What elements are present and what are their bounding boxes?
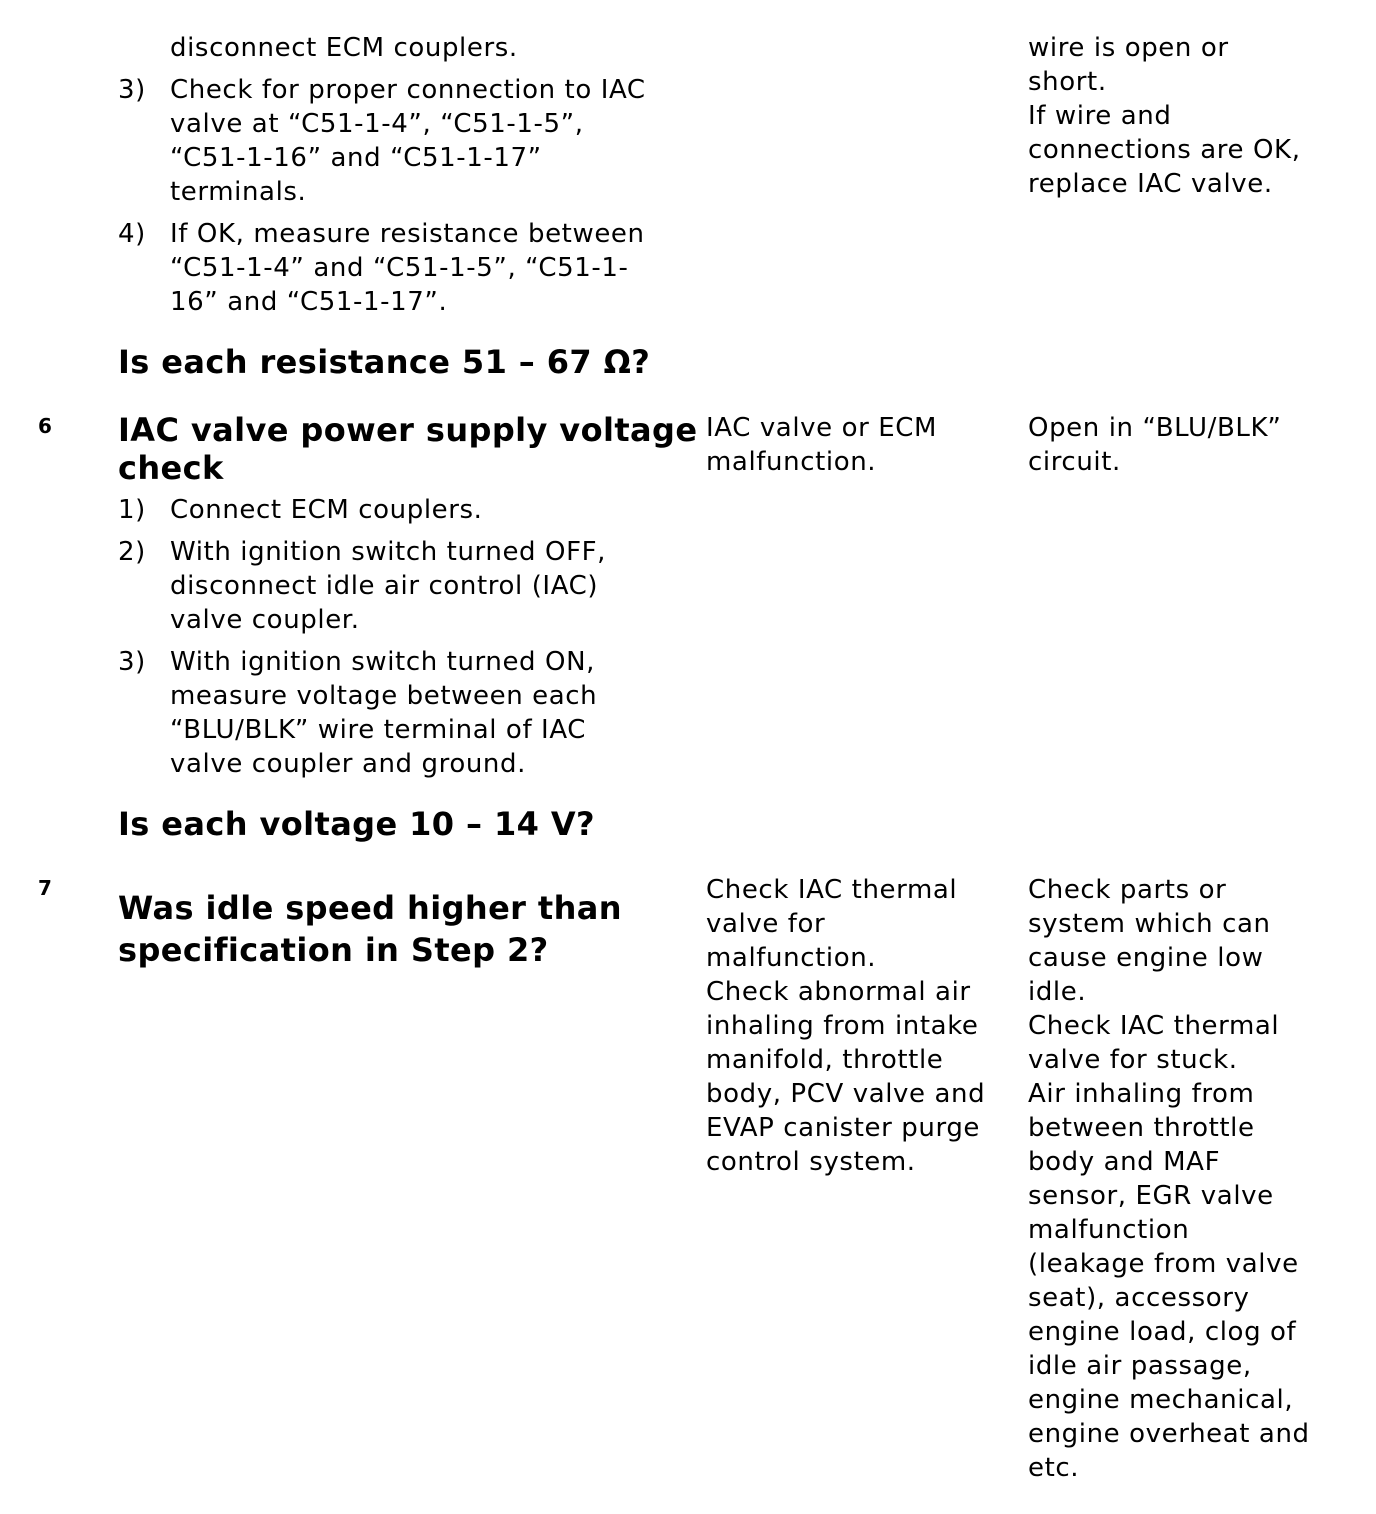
no-result-line: engine mechanical, [1028, 1385, 1294, 1415]
item-number: 3) [118, 647, 146, 677]
item-number: 4) [118, 219, 146, 249]
step-text-line: With ignition switch turned OFF, [170, 537, 607, 567]
no-result-line: idle air passage, [1028, 1351, 1252, 1381]
step-text-line: “BLU/BLK” wire terminal of IAC [170, 715, 587, 745]
item-number: 3) [118, 75, 146, 105]
step-text-line: valve coupler and ground. [170, 749, 526, 779]
yes-result-line: valve for [706, 909, 826, 939]
yes-result-line: Check abnormal air [706, 977, 971, 1007]
no-result-line: valve for stuck. [1028, 1045, 1238, 1075]
no-result-line: idle. [1028, 977, 1087, 1007]
item-number: 2) [118, 537, 146, 567]
step-title: check [118, 449, 224, 487]
step-number: 7 [38, 876, 52, 900]
yes-result-line: malfunction. [706, 447, 877, 477]
step-text-line: “C51-1-4” and “C51-1-5”, “C51-1- [170, 253, 629, 283]
no-result-line: body and MAF [1028, 1147, 1221, 1177]
no-result-line: engine overheat and [1028, 1419, 1310, 1449]
no-result-line: Check parts or [1028, 875, 1227, 905]
no-result-line: etc. [1028, 1453, 1080, 1483]
yes-result-line: EVAP canister purge [706, 1113, 981, 1143]
step-text-line: disconnect ECM couplers. [170, 33, 518, 63]
yes-result-line: IAC valve or ECM [706, 413, 938, 443]
step-title: specification in Step 2? [118, 931, 549, 969]
yes-result-line: control system. [706, 1147, 916, 1177]
no-result-line: If wire and [1028, 101, 1172, 131]
no-result-line: short. [1028, 67, 1107, 97]
step-text-line: With ignition switch turned ON, [170, 647, 595, 677]
step-question: Is each voltage 10 – 14 V? [118, 805, 595, 843]
step-number: 6 [38, 414, 52, 438]
no-result-line: Check IAC thermal [1028, 1011, 1280, 1041]
step-text-line: Check for proper connection to IAC [170, 75, 646, 105]
no-result-line: engine load, clog of [1028, 1317, 1297, 1347]
no-result-line: wire is open or [1028, 33, 1229, 63]
no-result-line: between throttle [1028, 1113, 1255, 1143]
no-result-line: system which can [1028, 909, 1271, 939]
no-result-line: sensor, EGR valve [1028, 1181, 1274, 1211]
no-result-line: (leakage from valve [1028, 1249, 1299, 1279]
no-result-line: Air inhaling from [1028, 1079, 1255, 1109]
step-title: IAC valve power supply voltage [118, 411, 698, 449]
no-result-line: connections are OK, [1028, 135, 1301, 165]
step-text-line: If OK, measure resistance between [170, 219, 645, 249]
step-text-line: valve coupler. [170, 605, 360, 635]
step-text-line: 16” and “C51-1-17”. [170, 287, 448, 317]
step-question: Is each resistance 51 – 67 Ω? [118, 343, 651, 381]
step-text-line: “C51-1-16” and “C51-1-17” [170, 143, 542, 173]
yes-result-line: manifold, throttle [706, 1045, 944, 1075]
no-result-line: seat), accessory [1028, 1283, 1250, 1313]
step-text-line: terminals. [170, 177, 307, 207]
step-text-line: measure voltage between each [170, 681, 598, 711]
yes-result-line: malfunction. [706, 943, 877, 973]
step-text-line: Connect ECM couplers. [170, 495, 483, 525]
yes-result-line: Check IAC thermal [706, 875, 958, 905]
no-result-line: cause engine low [1028, 943, 1264, 973]
yes-result-line: inhaling from intake [706, 1011, 979, 1041]
step-text-line: disconnect idle air control (IAC) [170, 571, 599, 601]
item-number: 1) [118, 495, 146, 525]
no-result-line: malfunction [1028, 1215, 1190, 1245]
no-result-line: replace IAC valve. [1028, 169, 1273, 199]
yes-result-line: body, PCV valve and [706, 1079, 986, 1109]
step-text-line: valve at “C51-1-4”, “C51-1-5”, [170, 109, 584, 139]
step-title: Was idle speed higher than [118, 889, 622, 927]
no-result-line: circuit. [1028, 447, 1121, 477]
no-result-line: Open in “BLU/BLK” [1028, 413, 1282, 443]
